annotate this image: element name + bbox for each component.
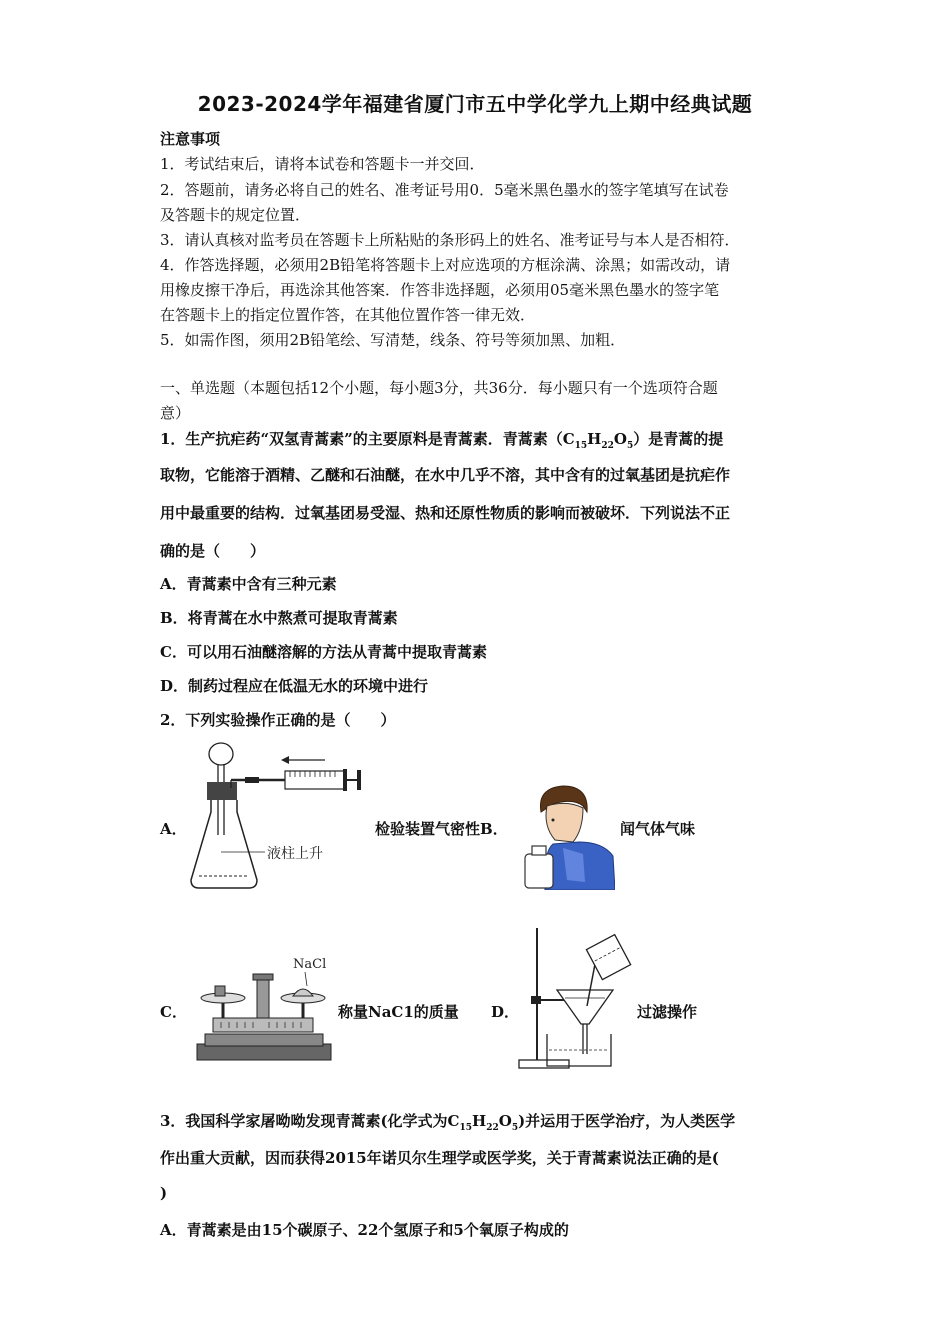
- q2-option-d-label: 过滤操作: [637, 1003, 698, 1021]
- notice-line: 4．作答选择题，必须用2B铅笔将答题卡上对应选项的方框涂满、涂黑；如需改动，请: [160, 256, 731, 274]
- q2-option-a-label: [375, 818, 508, 839]
- q2-option-d-letter: D．: [491, 1003, 520, 1021]
- notice-line: 2．答题前，请务必将自己的姓名、准考证号用0．5毫米黑色墨水的签字笔填写在试卷: [160, 181, 729, 199]
- notice-line: 及答题卡的规定位置．: [160, 206, 311, 224]
- notice-heading: 注意事项: [160, 130, 221, 148]
- subscript: 15: [459, 1123, 473, 1133]
- q2-option-c-label: 称量NaC1的质量: [338, 1003, 459, 1021]
- q3-text: H: [472, 1112, 487, 1130]
- balance-weighing-figure: [195, 952, 335, 1064]
- figure-label-liquid-rise: 液柱上升: [267, 846, 323, 862]
- option-a-text: 检验装置气密性: [375, 820, 481, 838]
- q3-text: O: [498, 1112, 512, 1130]
- q1-option-c: C．可以用石油醚溶解的方法从青蒿中提取青蒿素: [160, 643, 487, 661]
- subscript: 5: [511, 1123, 519, 1133]
- q1-stem-line: 确的是（ ）: [160, 542, 266, 560]
- q1-text: ）是青蒿的提: [633, 430, 724, 448]
- q1-stem-line: [160, 428, 723, 451]
- figure-label-nacl: NaCl: [293, 957, 327, 972]
- q2-option-b-letter: B．: [480, 820, 508, 838]
- q1-text: O: [613, 430, 627, 448]
- smelling-gas-figure: [523, 782, 615, 890]
- q1-text: 1．生产抗疟药“双氢青蒿素”的主要原料是青蒿素．青蒿素（C: [160, 430, 575, 448]
- page-title: 2023-2024学年福建省厦门市五中学化学九上期中经典试题: [197, 92, 753, 116]
- notice-line: 3．请认真核对监考员在答题卡上所粘贴的条形码上的姓名、准考证号与本人是否相符．: [160, 231, 740, 249]
- notice-line: 1．考试结束后，请将本试卷和答题卡一并交回．: [160, 155, 485, 173]
- section-heading-cont: 意）: [160, 404, 191, 422]
- notice-line: 5．如需作图，须用2B铅笔绘、写清楚，线条、符号等须加黑、加粗．: [160, 331, 626, 349]
- filtration-setup-figure: [517, 924, 635, 1072]
- q1-stem-line: 用中最重要的结构．过氧基团易受湿、热和还原性物质的影响而被破坏．下列说法不正: [160, 504, 731, 522]
- notice-line: 用橡皮擦干净后，再选涂其他答案．作答非选择题，必须用05毫米黑色墨水的签字笔: [160, 281, 720, 299]
- q3-option-a: A．青蒿素是由15个碳原子、22个氢原子和5个氧原子构成的: [160, 1221, 569, 1239]
- subscript: 22: [486, 1123, 499, 1133]
- q3-stem-line: ): [160, 1184, 168, 1202]
- q1-stem-line: 取物，它能溶于酒精、乙醚和石油醚，在水中几乎不溶，其中含有的过氧基团是抗疟作: [160, 466, 731, 484]
- section-heading: 一、单选题（本题包括12个小题，每小题3分，共36分．每小题只有一个选项符合题: [160, 379, 718, 397]
- q1-option-a: A．青蒿素中含有三种元素: [160, 575, 337, 593]
- q3-stem-line: 作出重大贡献，因而获得2015年诺贝尔生理学或医学奖，关于青蒿素说法正确的是(: [160, 1149, 719, 1167]
- q2-stem: 2．下列实验操作正确的是（ ）: [160, 711, 396, 729]
- airtightness-apparatus-figure: [185, 740, 365, 892]
- q1-option-b: B．将青蒿在水中熬煮可提取青蒿素: [160, 609, 398, 627]
- subscript: 15: [574, 441, 588, 451]
- q2-option-c-letter: C．: [160, 1003, 187, 1021]
- q1-text: H: [587, 430, 602, 448]
- subscript: 22: [601, 441, 614, 451]
- q3-stem-line: [160, 1110, 735, 1133]
- q1-option-d: D．制药过程应在低温无水的环境中进行: [160, 677, 429, 695]
- q3-text: )并运用于医学治疗，为人类医学: [518, 1112, 736, 1130]
- notice-line: 在答题卡上的指定位置作答，在其他位置作答一律无效．: [160, 306, 536, 324]
- q2-option-b-label: 闻气体气味: [620, 820, 696, 838]
- subscript: 5: [626, 441, 634, 451]
- q2-option-a-letter: A．: [160, 820, 187, 838]
- q3-text: 3．我国科学家屠呦呦发现青蒿素(化学式为C: [160, 1112, 460, 1130]
